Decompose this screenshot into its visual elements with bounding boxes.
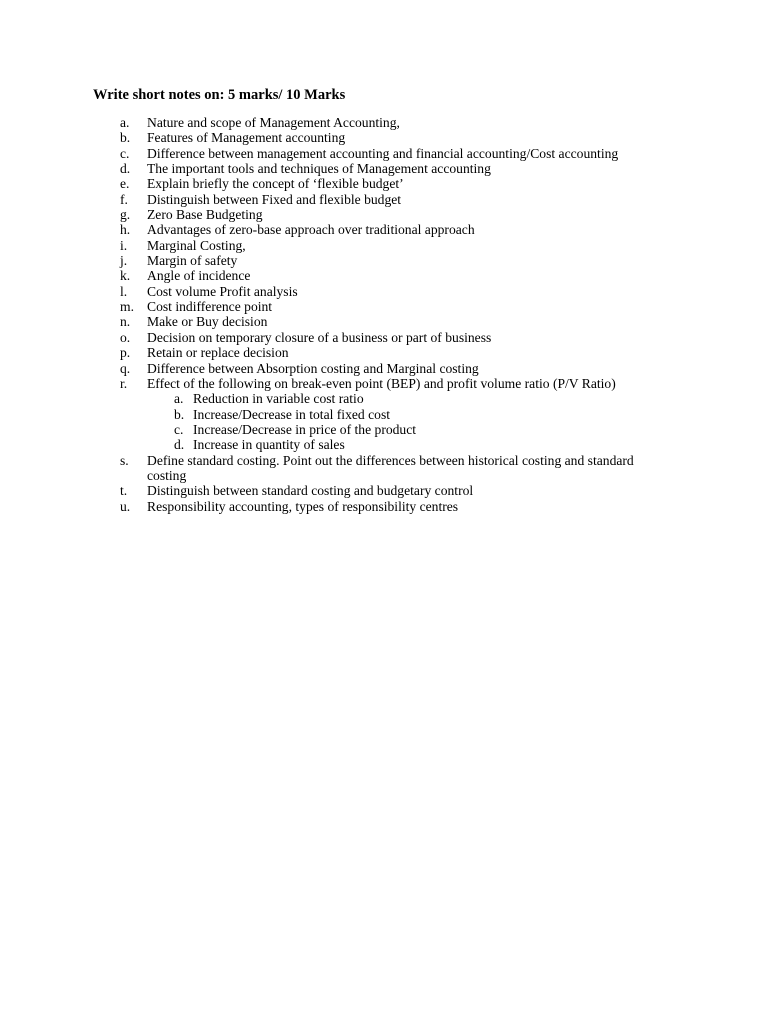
list-item-marker: u. — [120, 498, 131, 514]
list-item-marker: i. — [120, 237, 128, 253]
list-item-marker: e. — [120, 176, 130, 192]
sub-list-item — [147, 422, 662, 437]
list-item — [0, 192, 662, 207]
list-item-text: Effect of the following on break-even point (BEP) and profit volume ratio (P/V Ratio) — [147, 375, 616, 391]
list-item-marker: m. — [120, 299, 134, 315]
sub-list-item-text: Increase/Decrease in total fixed cost — [193, 406, 391, 422]
list-item-text: Features of Management accounting — [147, 130, 346, 146]
list-item — [0, 376, 662, 453]
list-item — [0, 483, 662, 498]
list-item-text: The important tools and techniques of Management accounting — [147, 161, 491, 177]
list-item-marker: l. — [120, 283, 128, 299]
list-item-text: Explain briefly the concept of ‘flexible budget’ — [147, 176, 404, 192]
list-item-marker: q. — [120, 360, 131, 376]
list-item — [0, 284, 662, 299]
list-item-text: Make or Buy decision — [147, 314, 268, 330]
list-item-marker: d. — [120, 161, 131, 177]
list-item-text: Distinguish between Fixed and flexible budget — [147, 191, 402, 207]
list-item — [0, 146, 662, 161]
list-item — [0, 115, 662, 130]
list-item-text: Cost indifference point — [147, 299, 273, 315]
list-item — [0, 176, 662, 191]
sub-list — [147, 391, 662, 452]
list-item-marker: j. — [120, 253, 128, 269]
page-heading: Write short notes on: 5 marks/ 10 Marks — [93, 87, 346, 103]
list-item-text: Cost volume Profit analysis — [147, 283, 298, 299]
list-item-marker: c. — [120, 145, 130, 161]
list-item-marker: p. — [120, 345, 131, 361]
list-item-text: Marginal Costing, — [147, 237, 246, 253]
list-item — [0, 253, 662, 268]
list-item-marker: g. — [120, 207, 131, 223]
list-item — [0, 222, 662, 237]
list-item-marker: b. — [120, 130, 131, 146]
list-item-text: Angle of incidence — [147, 268, 251, 284]
list-item-text: Decision on temporary closure of a business or part of business — [147, 329, 492, 345]
list-item — [0, 207, 662, 222]
list-item-text: Advantages of zero-base approach over traditional approach — [147, 222, 475, 238]
sub-list-item-marker: a. — [174, 391, 184, 407]
list-item-text: Nature and scope of Management Accounting, — [147, 115, 400, 130]
sub-list-item-marker: b. — [174, 406, 185, 422]
list-item — [0, 345, 662, 360]
list-item-marker: r. — [120, 375, 128, 391]
list-item-marker: a. — [120, 115, 130, 130]
list-item-marker: h. — [120, 222, 131, 238]
sub-list-item-text: Increase in quantity of sales — [193, 437, 345, 453]
sub-list-item — [147, 391, 662, 406]
sub-list-item-marker: c. — [174, 421, 184, 437]
list-item-marker: o. — [120, 329, 131, 345]
list-item-text: Zero Base Budgeting — [147, 207, 263, 223]
list-item — [0, 361, 662, 376]
list-item-marker: s. — [120, 452, 129, 468]
list-item-marker: k. — [120, 268, 131, 284]
list-item-marker: n. — [120, 314, 131, 330]
list-item — [0, 130, 662, 145]
list-item — [0, 299, 662, 314]
list-item-text: Retain or replace decision — [147, 345, 289, 361]
sub-list-item-text: Reduction in variable cost ratio — [193, 391, 364, 407]
list-item — [0, 238, 662, 253]
notes-list — [0, 115, 768, 514]
list-item-text: Difference between management accounting and financial accounting/Cost accounting — [147, 145, 619, 161]
list-item — [0, 161, 662, 176]
list-item-text: Margin of safety — [147, 253, 238, 269]
list-item — [0, 453, 662, 484]
list-item-marker: f. — [120, 191, 128, 207]
list-item-text: Define standard costing. Point out the differences between historical costing and standard costing — [147, 452, 634, 483]
list-item-marker: t. — [120, 483, 128, 499]
sub-list-item-text: Increase/Decrease in price of the product — [193, 421, 417, 437]
list-item — [0, 268, 662, 283]
list-item — [0, 499, 662, 514]
sub-list-item — [147, 407, 662, 422]
list-item — [0, 330, 662, 345]
list-item-text: Responsibility accounting, types of responsibility centres — [147, 498, 459, 514]
sub-list-item-marker: d. — [174, 437, 185, 453]
list-item-text: Difference between Absorption costing and Marginal costing — [147, 360, 479, 376]
list-item — [0, 314, 662, 329]
list-item-text: Distinguish between standard costing and budgetary control — [147, 483, 474, 499]
sub-list-item — [147, 437, 662, 452]
